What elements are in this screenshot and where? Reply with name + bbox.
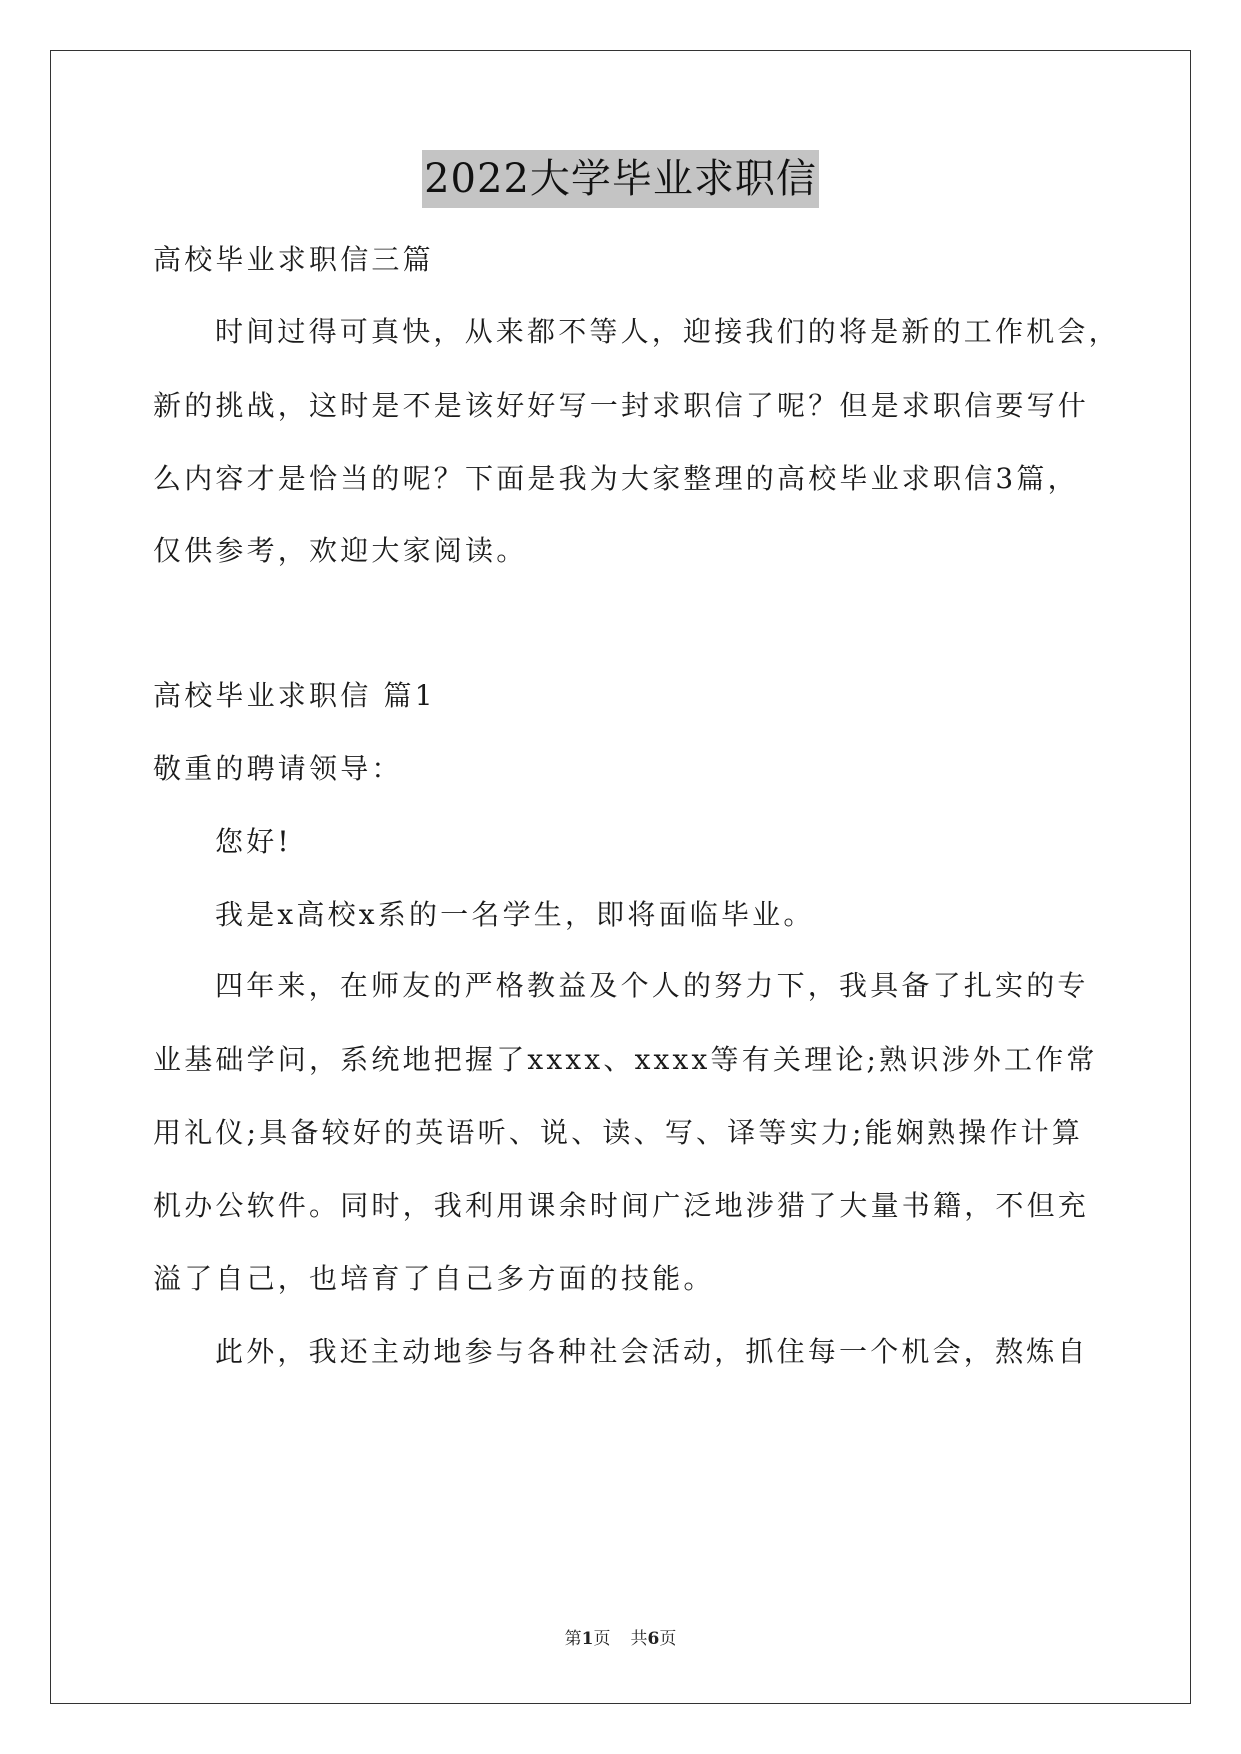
footer-total-suffix: 页	[659, 1629, 677, 1649]
page-border	[50, 50, 1191, 1704]
title-container	[0, 150, 1241, 208]
footer-page-total: 6	[647, 1629, 660, 1649]
subtitle-line: 高校毕业求职信三篇	[153, 243, 434, 276]
body-line-4: 用礼仪;具备较好的英语听、说、读、写、译等实力;能娴熟操作计算	[153, 1116, 1084, 1149]
footer-page-prefix: 第	[564, 1629, 582, 1649]
page-footer	[0, 1627, 1241, 1651]
body-line-5: 机办公软件。同时，我利用课余时间广泛地涉猎了大量书籍，不但充	[153, 1189, 1090, 1222]
body-line-3: 业基础学问，系统地把握了xxxx、xxxx等有关理论;熟识涉外工作常	[153, 1043, 1098, 1076]
intro-line-1: 时间过得可真快，从来都不等人，迎接我们的将是新的工作机会，	[215, 315, 1120, 348]
intro-line-2: 新的挑战，这时是不是该好好写一封求职信了呢？但是求职信要写什	[153, 389, 1090, 422]
footer-page-mid: 页	[593, 1629, 611, 1649]
body-line-7: 此外，我还主动地参与各种社会活动，抓住每一个机会，熬炼自	[215, 1335, 1089, 1368]
intro-line-4: 仅供参考，欢迎大家阅读。	[153, 534, 528, 567]
salutation: 敬重的聘请领导：	[153, 752, 403, 785]
body-line-1: 我是x高校x系的一名学生，即将面临毕业。	[215, 898, 815, 931]
intro-line-3: 么内容才是恰当的呢？下面是我为大家整理的高校毕业求职信3篇，	[153, 462, 1079, 495]
section-heading: 高校毕业求职信 篇1	[153, 679, 436, 712]
greeting: 您好!	[215, 825, 292, 858]
body-line-6: 溢了自己，也培育了自己多方面的技能。	[153, 1262, 715, 1295]
document-title: 2022大学毕业求职信	[422, 150, 819, 208]
footer-page-current: 1	[581, 1629, 594, 1649]
footer-total-prefix: 共	[630, 1629, 648, 1649]
body-line-2: 四年来，在师友的严格教益及个人的努力下，我具备了扎实的专	[215, 969, 1089, 1002]
